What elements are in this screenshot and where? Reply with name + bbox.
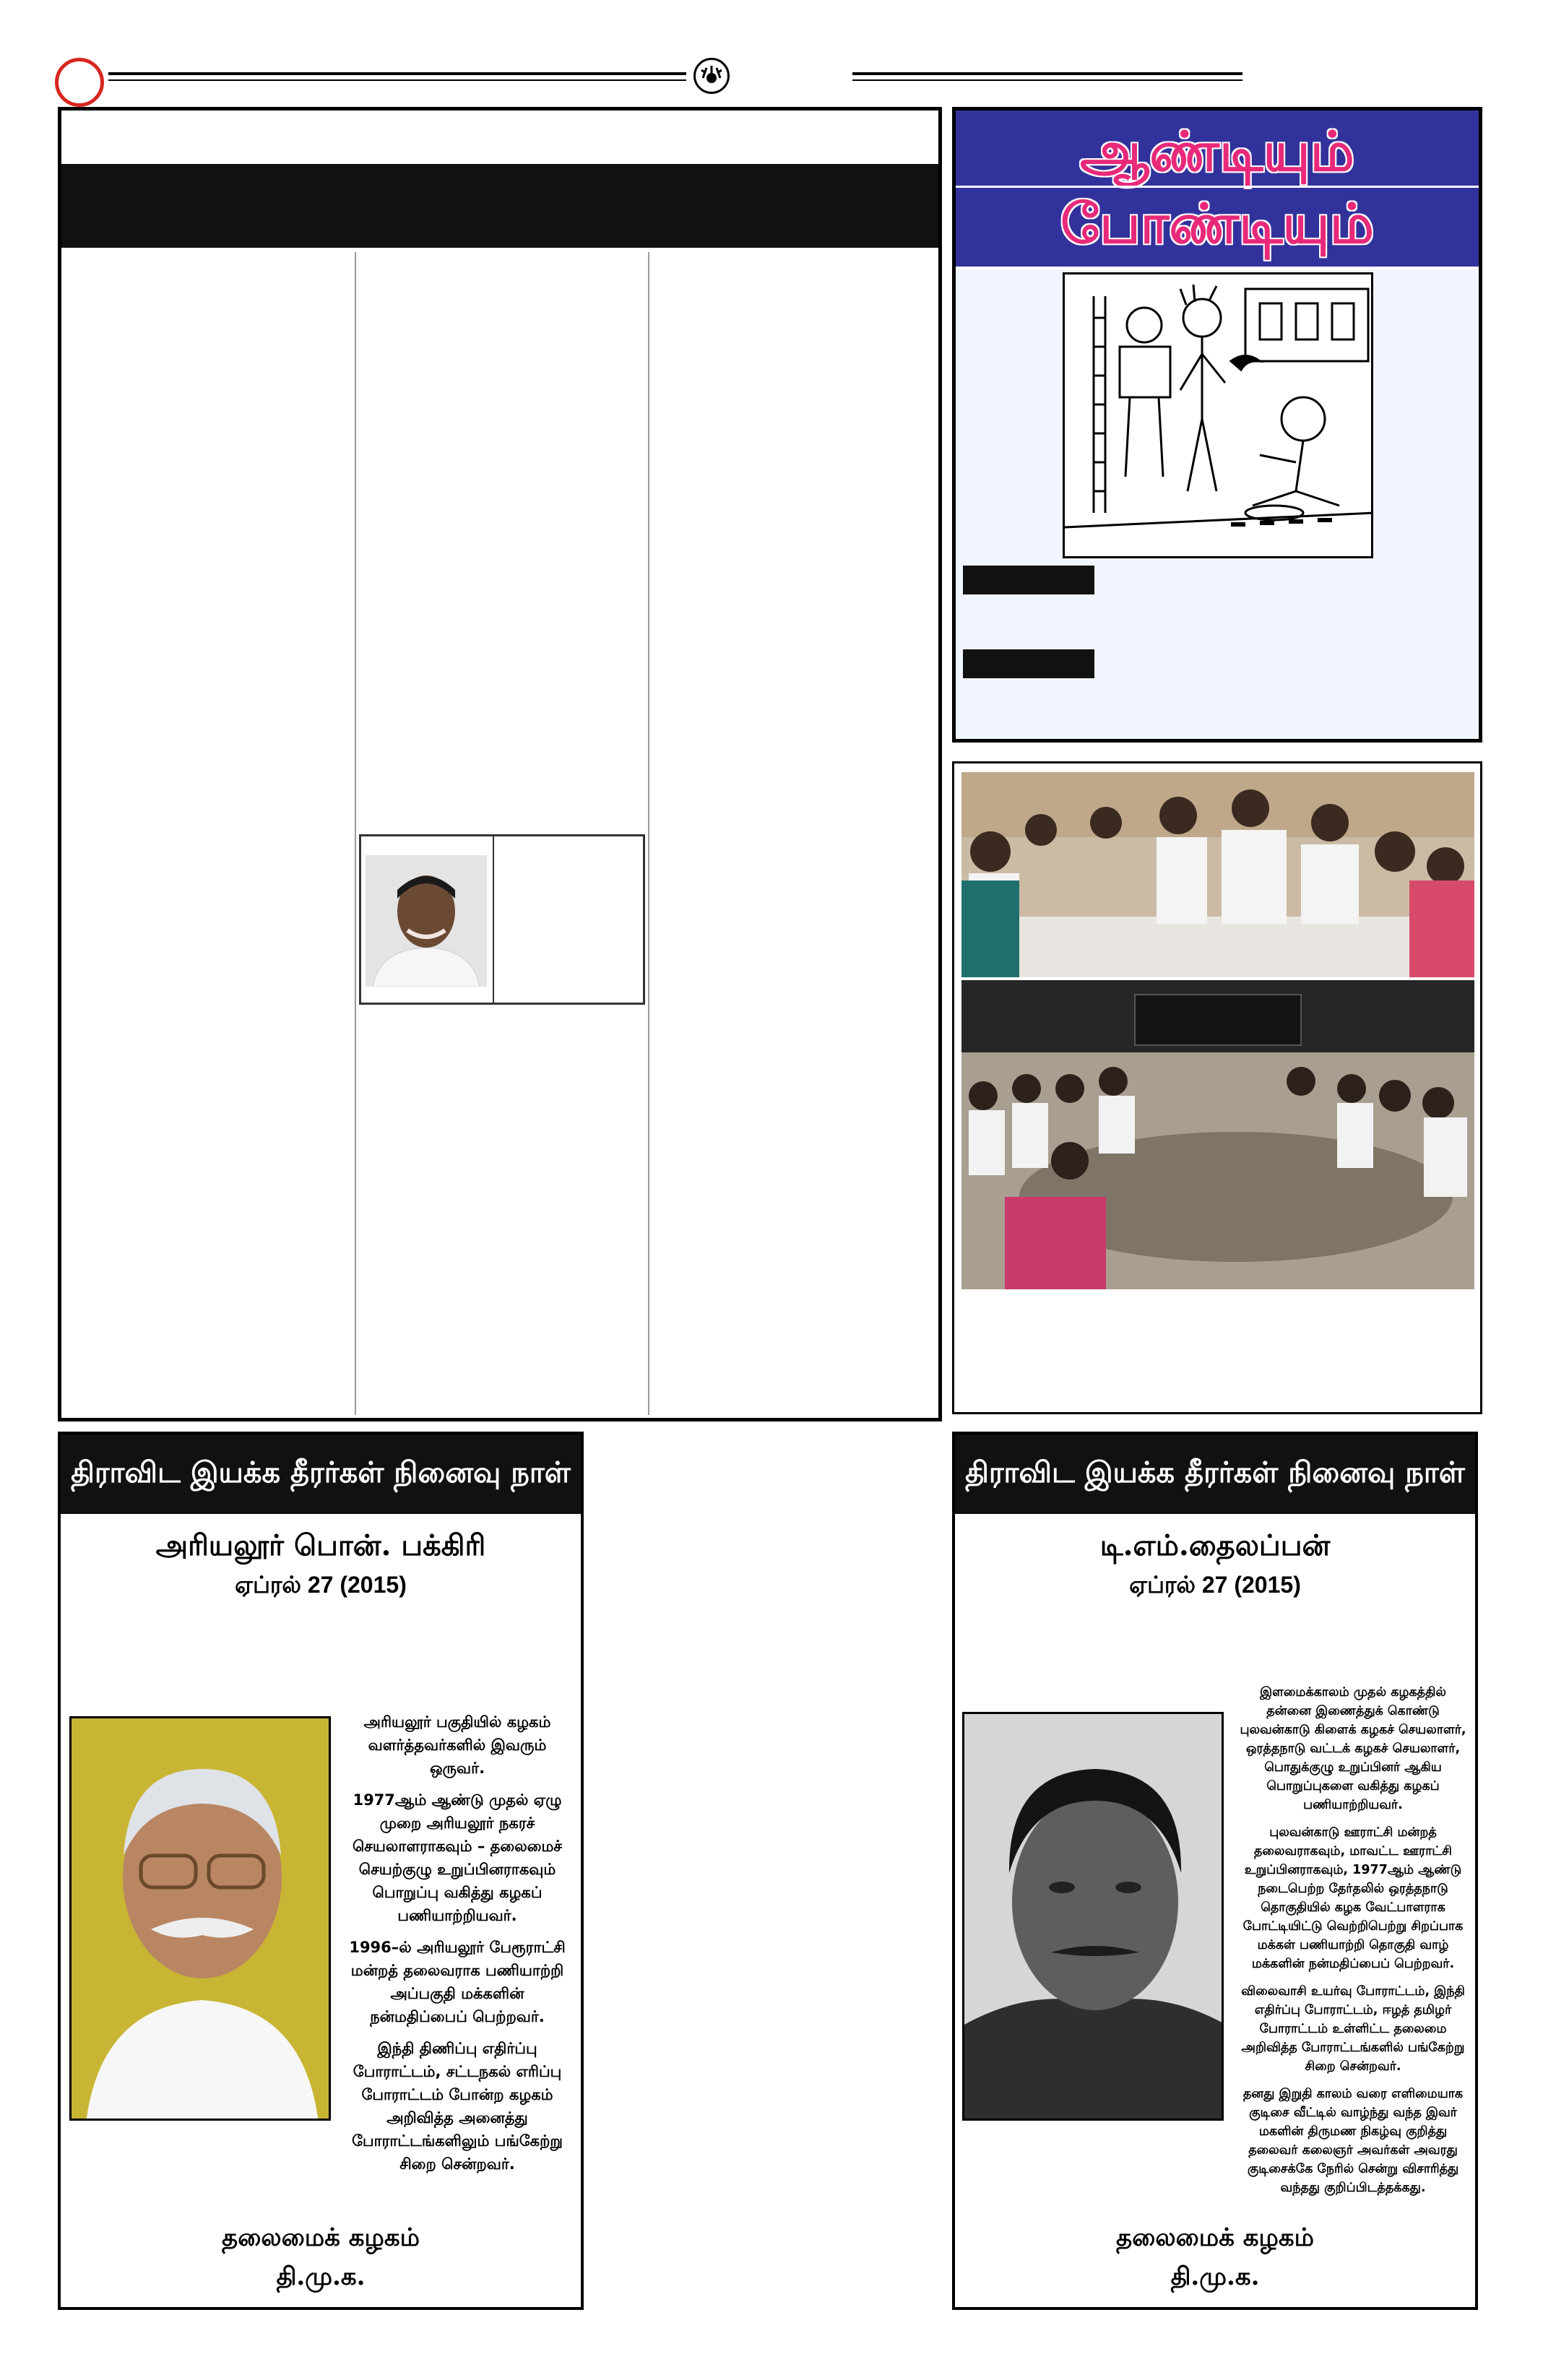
cartoon-illustration: [1063, 272, 1373, 558]
cartoon-title-line1: ஆண்டியும்: [1080, 119, 1354, 183]
cartoon-caption-bar: [963, 566, 1094, 594]
memorial-signature-org: தலைமைக் கழகம்: [222, 2223, 420, 2252]
memorial-bio-paragraph: விலைவாசி உயர்வு போராட்டம், இந்தி எதிர்ப்பு போராட்டம், ஈழத் தமிழர் போராட்டம் உள்ளிட்ட தலைமை அறிவித்த போராட்டங்களில் பங்கேற்று சிறை சென்றவர்.: [1241, 1984, 1465, 2074]
memorial-bio-paragraph: 1996–ல் அரியலூர் பேரூராட்சி மன்றத் தலைவராக பணியாற்றி அப்பகுதி மக்களின் நன்மதிப்பைப் பெற்றவர்.: [349, 1939, 566, 2025]
memorial-name: டி.எம்.தைலப்பன்: [1099, 1528, 1331, 1562]
memorial-notice-left: [58, 1432, 584, 2310]
memorial-bio: [342, 1710, 572, 2184]
memorial-date: ஏப்ரல் 27 (2015): [235, 1572, 407, 1598]
memorial-signature-party: தி.மு.க.: [1170, 2262, 1260, 2291]
inset-portrait-box: [359, 834, 645, 1005]
column-divider: [648, 252, 649, 1415]
memorial-signature-party: தி.மு.க.: [276, 2262, 366, 2291]
main-article-box: [58, 107, 942, 1421]
memorial-heading: திராவிட இயக்க தீரர்கள் நினைவு நாள்: [955, 1435, 1475, 1514]
header-rule-left: [108, 72, 686, 81]
memorial-bio-paragraph: புலவன்காடு ஊராட்சி மன்றத் தலைவராகவும், மாவட்ட ஊராட்சி உறுப்பினராகவும், 1977ஆம் ஆண்டு நடைபெற்ற தேர்தலில் ஒரத்தநாடு தொகுதியில் கழக வேட்பாளராக போட்டியிட்டு வெற்றிபெற்று சிறப்பாக மக்கள் பணியாற்றி தொகுதி வாழ் மக்களின் நன்மதிப்பைப் பெற்றவர்.: [1242, 1825, 1464, 1971]
memorial-date: ஏப்ரல் 27 (2015): [1129, 1572, 1301, 1598]
memorial-heading: திராவிட இயக்க தீரர்கள் நினைவு நாள்: [61, 1435, 581, 1514]
memorial-bio-paragraph: இளமைக்காலம் முதல் கழகத்தில் தன்னை இணைத்துக் கொண்டு புலவன்காடு கிளைக் கழகச் செயலாளர், ஒரத்தநாடு வட்டக் கழகச் செயலாளர், பொதுக்குழு உறுப்பினர் ஆகிய பொறுப்புகளை வகித்து கழகப் பணியாற்றியவர்.: [1240, 1685, 1466, 1812]
memorial-notice-right: [952, 1432, 1478, 2310]
memorial-bio-paragraph: அரியலூர் பகுதியில் கழகம் வளர்த்தவர்களில் இவரும் ஒருவர்.: [363, 1713, 551, 1777]
emblem-graphic: [699, 64, 724, 88]
meeting-photo-top: [961, 772, 1474, 977]
memorial-bio-paragraph: தனது இறுதி காலம் வரை எளிமையாக குடிசை வீட்டில் வாழ்ந்து வந்த இவர் மகளின் திருமண நிகழ்வு குறித்து தலைவர் கலைஞர் அவர்கள் அவரது குடிசைக்கே நேரில் சென்று விசாரித்து வந்தது குறிப்பிடத்தக்கது.: [1242, 2087, 1464, 2195]
memorial-portrait: [962, 1712, 1224, 2121]
header-rule-right: [852, 72, 1242, 81]
memorial-bio: [1238, 1683, 1468, 2206]
memorial-bio-paragraph: இந்தி திணிப்பு எதிர்ப்பு போராட்டம், சட்டநகல் எரிப்பு போராட்டம் போன்ற கழகம் அறிவித்த அனைத்து போராட்டங்களிலும் பங்கேற்று சிறை சென்றவர்.: [352, 2040, 563, 2173]
memorial-bio-paragraph: 1977ஆம் ஆண்டு முதல் ஏழு முறை அரியலூர் நகரச் செயலாளராகவும் – தலைமைச் செயற்குழு உறுப்பினராகவும் பொறுப்பு வகித்து கழகப் பணியாற்றியவர்.: [352, 1791, 563, 1924]
cartoon-title-separator: [956, 186, 1479, 188]
cartoon-title-banner: [956, 111, 1479, 269]
meeting-photo-panel: [952, 761, 1482, 1414]
cartoon-panel: [952, 107, 1482, 743]
inset-portrait-photo: [366, 855, 487, 987]
page-number-circle: [55, 58, 104, 107]
meeting-photo-bottom: [961, 980, 1474, 1289]
cartoon-caption-bar: [963, 649, 1094, 678]
memorial-name: அரியலூர் பொன். பக்கிரி: [155, 1528, 486, 1562]
main-article-banner: [61, 164, 938, 248]
column-divider: [355, 252, 356, 1415]
memorial-portrait: [69, 1716, 331, 2121]
cartoon-title-line2: போண்டியும்: [1060, 191, 1374, 256]
memorial-signature-org: தலைமைக் கழகம்: [1116, 2223, 1314, 2252]
inset-divider: [493, 836, 494, 1003]
rising-sun-emblem-icon: [693, 58, 730, 94]
